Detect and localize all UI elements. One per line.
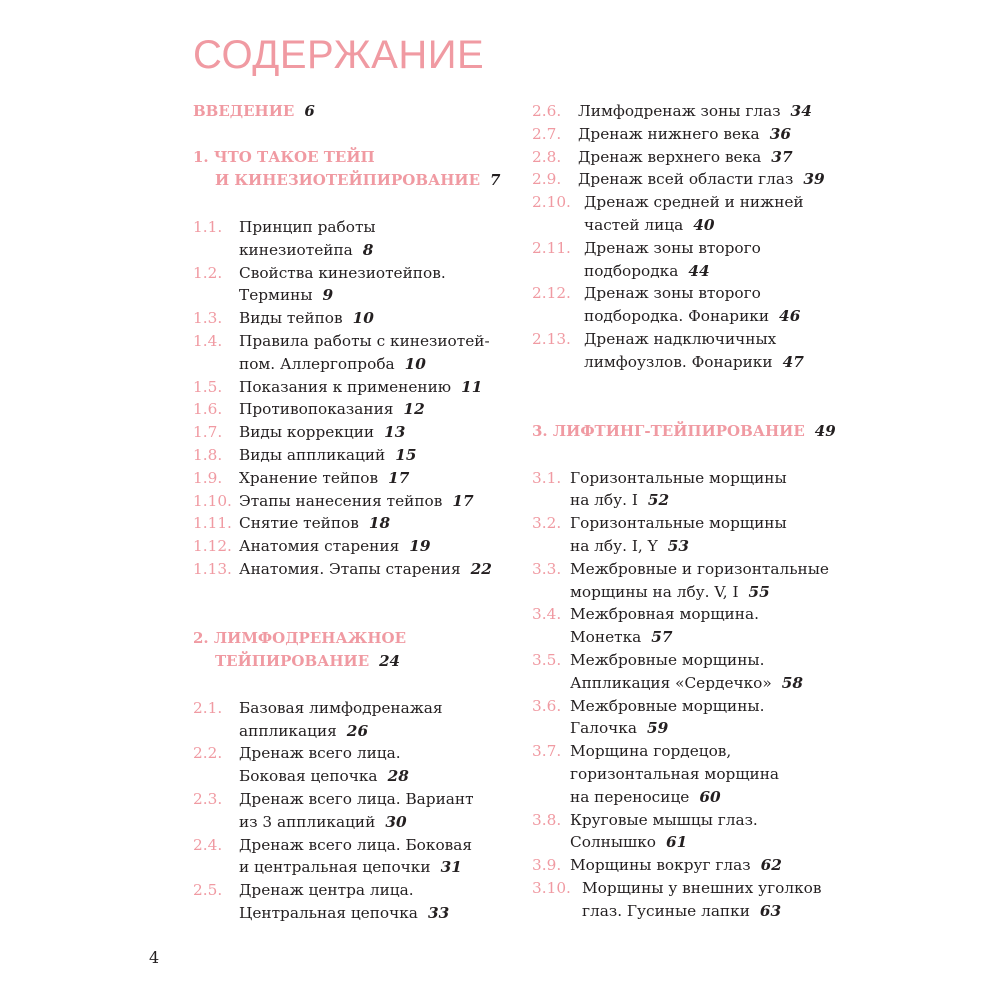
toc-entry[interactable] — [532, 237, 862, 283]
entry-number: 2.4. — [193, 835, 223, 854]
entry-text — [578, 168, 862, 191]
toc-entry[interactable] — [193, 467, 523, 490]
entry-title: Виды аппликаций — [239, 445, 386, 464]
entry-title: Дренаж всего лица. Боковая — [239, 835, 473, 854]
entry-page: 18 — [368, 514, 391, 533]
entry-text — [239, 742, 523, 788]
entry-page: 34 — [790, 102, 812, 120]
entry-page: 12 — [403, 400, 425, 419]
toc-entry[interactable] — [532, 649, 862, 695]
entry-title: Морщины у внешних уголков — [582, 878, 822, 897]
entry-number: 2.12. — [532, 284, 571, 303]
entry-text — [239, 330, 523, 376]
entry-page: 33 — [427, 903, 450, 922]
entry-page: 52 — [647, 491, 670, 510]
entry-text — [239, 834, 523, 880]
entry-title: Морщины вокруг глаз — [570, 856, 751, 875]
entry-title: Свойства кинезиотейпов. — [239, 263, 446, 282]
toc-entry[interactable] — [193, 788, 523, 834]
toc-section-list-2 — [193, 697, 523, 925]
entry-title: Базовая лимфодренажая — [239, 698, 443, 717]
entry-title: Горизонтальные морщины — [570, 468, 787, 487]
toc-entry[interactable] — [193, 879, 523, 925]
entry-text — [239, 558, 523, 581]
entry-page: 40 — [693, 215, 715, 234]
entry-text — [578, 146, 862, 169]
entry-title: Дренаж зоны второго — [584, 284, 761, 303]
toc-entry[interactable] — [532, 100, 862, 123]
entry-title: на лбу. I — [570, 491, 638, 510]
entry-title: из 3 аппликаций — [239, 812, 376, 831]
entry-title: Правила работы с кинезиотей- — [239, 331, 490, 350]
toc-entry[interactable] — [532, 168, 862, 191]
entry-page: 36 — [769, 124, 791, 143]
toc-right-column — [532, 100, 862, 923]
toc-section-list-3 — [532, 467, 862, 923]
entry-page: 9 — [322, 286, 334, 305]
toc-entry[interactable] — [532, 123, 862, 146]
entry-title: Дренаж всего лица. — [239, 744, 401, 763]
entry-page: 31 — [440, 858, 462, 877]
entry-text — [584, 191, 862, 237]
chapter-label: ТЕЙПИРОВАНИЕ — [215, 651, 370, 670]
entry-number: 1.2. — [193, 263, 223, 282]
entry-text — [239, 444, 523, 467]
entry-page: 44 — [688, 261, 710, 280]
entry-number: 2.5. — [193, 881, 223, 900]
entry-page: 30 — [385, 812, 407, 831]
entry-title: Снятие тейпов — [239, 514, 359, 533]
entry-text — [584, 282, 862, 328]
entry-title: Межбровная морщина. — [570, 605, 759, 624]
entry-number: 3.8. — [532, 810, 562, 829]
toc-entry[interactable] — [193, 834, 523, 880]
entry-number: 2.10. — [532, 193, 571, 212]
entry-page: 19 — [409, 537, 431, 556]
entry-number: 3.9. — [532, 856, 562, 875]
entry-text — [584, 328, 862, 374]
entry-title: подбородка. Фонарики — [584, 307, 770, 326]
entry-number: 2.1. — [193, 698, 223, 717]
entry-title: Межбровные и горизонтальные — [570, 559, 829, 578]
chapter-label: И КИНЕЗИОТЕЙПИРОВАНИЕ — [215, 171, 480, 189]
entry-page: 58 — [781, 673, 804, 692]
entry-title: на переносице — [570, 787, 690, 806]
toc-entry[interactable] — [193, 216, 523, 262]
toc-entry[interactable] — [532, 877, 862, 923]
entry-title: Галочка — [570, 719, 637, 738]
entry-text — [584, 237, 862, 283]
entry-page: 39 — [803, 170, 825, 189]
entry-title: кинезиотейпа — [239, 240, 353, 259]
toc-entry[interactable] — [193, 307, 523, 330]
entry-text — [578, 123, 862, 146]
toc-entry[interactable] — [532, 512, 862, 558]
toc-section-list-1 — [193, 216, 523, 581]
entry-text — [582, 877, 862, 923]
entry-page: 63 — [759, 901, 782, 920]
toc-entry[interactable] — [532, 603, 862, 649]
entry-text — [570, 558, 862, 604]
entry-title: Солнышко — [570, 833, 656, 852]
entry-title: Анатомия. Этапы старения — [239, 559, 461, 578]
toc-entry[interactable] — [193, 330, 523, 376]
entry-text — [570, 740, 862, 808]
entry-page: 53 — [667, 536, 689, 555]
entry-page: 47 — [782, 352, 804, 371]
entry-text — [239, 216, 523, 262]
entry-title: аппликация — [239, 721, 337, 740]
chapter-page: 7 — [490, 171, 501, 189]
entry-title: Виды коррекции — [239, 423, 375, 442]
entry-title: Дренаж зоны второго — [584, 238, 761, 257]
entry-number: 1.7. — [193, 423, 223, 442]
entry-page: 26 — [346, 721, 369, 740]
toc-entry[interactable] — [193, 742, 523, 788]
entry-text — [570, 854, 862, 877]
entry-number: 1.11. — [193, 514, 232, 533]
chapter-label: 3. ЛИФТИНГ-ТЕЙПИРОВАНИЕ — [532, 421, 805, 440]
entry-number: 1.13. — [193, 559, 232, 578]
entry-number: 3.7. — [532, 742, 562, 761]
entry-text — [578, 100, 862, 123]
entry-text — [570, 809, 862, 855]
toc-entry[interactable] — [193, 398, 523, 421]
entry-title: Круговые мышцы глаз. — [570, 810, 758, 829]
entry-page: 37 — [771, 147, 793, 166]
entry-title: Морщина гордецов, — [570, 742, 732, 761]
toc-entry[interactable] — [193, 535, 523, 558]
toc-entry[interactable] — [532, 467, 862, 513]
entry-number: 1.10. — [193, 491, 232, 510]
entry-title: Межбровные морщины. — [570, 650, 765, 669]
toc-entry[interactable] — [193, 376, 523, 399]
entry-page: 17 — [388, 468, 410, 487]
entry-title: горизонтальная морщина — [570, 764, 780, 783]
entry-title: Этапы нанесения тейпов — [239, 491, 443, 510]
entry-page: 62 — [760, 856, 782, 875]
entry-title: Центральная цепочка — [239, 903, 418, 922]
toc-entry[interactable] — [193, 262, 523, 308]
entry-text — [239, 398, 523, 421]
chapter-label: 1. ЧТО ТАКОЕ ТЕЙП — [193, 148, 375, 166]
entry-number: 2.11. — [532, 238, 571, 257]
entry-title: Аппликация «Сердечко» — [570, 673, 772, 692]
entry-number: 1.9. — [193, 468, 223, 487]
entry-title: глаз. Гусиные лапки — [582, 901, 750, 920]
toc-entry[interactable] — [193, 558, 523, 581]
entry-number: 2.13. — [532, 329, 571, 348]
entry-number: 1.4. — [193, 331, 223, 350]
entry-title: на лбу. I, Y — [570, 536, 658, 555]
entry-title: Хранение тейпов — [239, 468, 379, 487]
toc-entry[interactable] — [193, 444, 523, 467]
entry-title: Дренаж надключичных — [584, 329, 777, 348]
entry-page: 13 — [384, 423, 406, 442]
entry-title: лимфоузлов. Фонарики — [584, 352, 773, 371]
entry-page: 17 — [452, 491, 474, 510]
entry-title: подбородка — [584, 261, 679, 280]
toc-entry[interactable] — [532, 328, 862, 374]
toc-entry[interactable] — [193, 421, 523, 444]
entry-page: 8 — [362, 240, 374, 259]
entry-number: 3.6. — [532, 696, 562, 715]
chapter-label: 2. ЛИМФОДРЕНАЖНОЕ — [193, 628, 407, 647]
entry-title: Дренаж верхнего века — [578, 147, 762, 166]
entry-page: 22 — [470, 559, 492, 578]
entry-text — [239, 307, 523, 330]
entry-number: 2.6. — [532, 102, 562, 120]
entry-number: 2.3. — [193, 789, 223, 808]
entry-text — [239, 879, 523, 925]
entry-page: 57 — [651, 628, 673, 647]
entry-number: 3.3. — [532, 559, 562, 578]
entry-text — [239, 262, 523, 308]
toc-entry[interactable] — [193, 697, 523, 743]
entry-title: Анатомия старения — [239, 537, 400, 556]
entry-text — [239, 788, 523, 834]
page-number: 4 — [149, 948, 160, 967]
entry-number: 1.6. — [193, 400, 223, 419]
entry-number: 3.4. — [532, 605, 562, 624]
entry-page: 11 — [461, 377, 483, 396]
toc-entry[interactable] — [193, 490, 523, 513]
toc-entry[interactable] — [532, 809, 862, 855]
entry-title: Дренаж всего лица. Вариант — [239, 789, 474, 808]
chapter-label: ВВЕДЕНИЕ — [193, 102, 295, 120]
toc-entry[interactable] — [532, 740, 862, 808]
entry-text — [239, 512, 523, 535]
entry-number: 3.5. — [532, 650, 562, 669]
entry-page: 28 — [387, 767, 409, 786]
entry-page: 61 — [666, 833, 688, 852]
entry-title: Боковая цепочка — [239, 767, 378, 786]
entry-page: 46 — [779, 307, 801, 326]
entry-page: 59 — [646, 719, 669, 738]
entry-number: 1.5. — [193, 377, 223, 396]
toc-chapter-1[interactable] — [193, 146, 523, 192]
entry-number: 1.1. — [193, 218, 223, 236]
entry-page: 60 — [699, 787, 721, 806]
entry-page: 55 — [748, 582, 770, 601]
entry-title: Виды тейпов — [239, 309, 343, 328]
entry-title: Лимфодренаж зоны глаз — [578, 102, 781, 120]
entry-number: 2.2. — [193, 744, 223, 763]
entry-text — [570, 467, 862, 513]
entry-number: 3.2. — [532, 514, 562, 533]
toc-chapter-intro[interactable] — [193, 100, 523, 123]
entry-text — [239, 467, 523, 490]
entry-title: Дренаж нижнего века — [578, 124, 760, 143]
toc-entry[interactable] — [193, 512, 523, 535]
entry-title: Дренаж всей области глаз — [578, 170, 794, 189]
entry-number: 2.8. — [532, 147, 562, 166]
entry-text — [239, 421, 523, 444]
entry-title: Термины — [239, 286, 313, 305]
entry-title: Горизонтальные морщины — [570, 514, 787, 533]
entry-page: 10 — [404, 354, 426, 373]
entry-title: частей лица — [584, 215, 684, 234]
toc-section-list-2-cont — [532, 100, 862, 374]
entry-text — [570, 512, 862, 558]
entry-number: 1.12. — [193, 537, 232, 556]
entry-number: 2.9. — [532, 170, 562, 189]
entry-title: пом. Аллергопроба — [239, 354, 395, 373]
entry-page: 15 — [395, 445, 417, 464]
toc-chapter-3[interactable] — [532, 420, 862, 443]
entry-number: 3.1. — [532, 468, 562, 487]
entry-title: Межбровные морщины. — [570, 696, 765, 715]
entry-text — [239, 490, 523, 513]
chapter-page: 24 — [379, 651, 400, 670]
entry-title: Монетка — [570, 628, 642, 647]
chapter-page: 49 — [814, 421, 836, 440]
page-title: СОДЕРЖАНИЕ — [193, 33, 485, 77]
entry-number: 3.10. — [532, 878, 571, 897]
entry-text — [239, 697, 523, 743]
toc-entry[interactable] — [532, 191, 862, 237]
toc-entry[interactable] — [532, 695, 862, 741]
toc-entry[interactable] — [532, 282, 862, 328]
entry-title: и центральная цепочки — [239, 858, 431, 877]
toc-chapter-2[interactable] — [193, 627, 523, 673]
toc-left-column — [193, 100, 523, 925]
entry-title: Дренаж средней и нижней — [584, 193, 804, 212]
chapter-page: 6 — [304, 102, 315, 120]
entry-text — [570, 603, 862, 649]
entry-title: морщины на лбу. V, I — [570, 582, 739, 601]
entry-title: Противопоказания — [239, 400, 394, 419]
entry-number: 1.3. — [193, 309, 223, 328]
entry-number: 2.7. — [532, 124, 562, 143]
entry-text — [239, 376, 523, 399]
entry-title: Показания к применению — [239, 377, 452, 396]
entry-title: Дренаж центра лица. — [239, 881, 414, 900]
entry-number: 1.8. — [193, 445, 223, 464]
entry-page: 10 — [352, 309, 374, 328]
entry-text — [570, 649, 862, 695]
entry-text — [239, 535, 523, 558]
toc-entry[interactable] — [532, 854, 862, 877]
toc-entry[interactable] — [532, 146, 862, 169]
toc-entry[interactable] — [532, 558, 862, 604]
entry-title: Принцип работы — [239, 218, 376, 236]
entry-text — [570, 695, 862, 741]
